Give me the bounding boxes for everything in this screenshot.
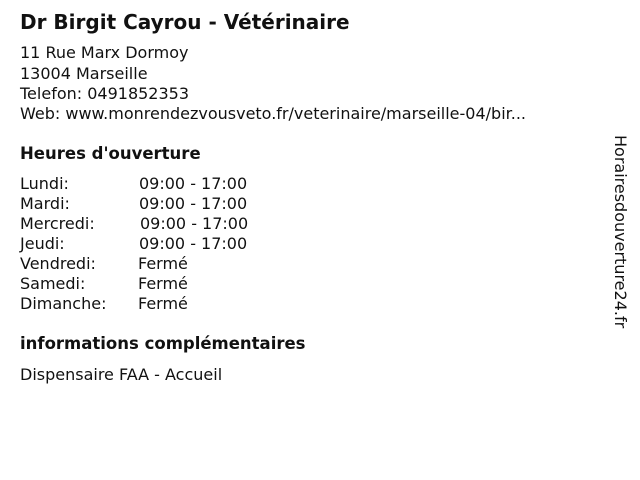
time-value: 09:00 - 17:00: [139, 174, 248, 193]
day-label: Samedi:: [20, 274, 86, 293]
hours-heading: Heures d'ouverture: [20, 144, 201, 163]
day-label: Jeudi:: [20, 234, 65, 253]
extra-info-heading: informations complémentaires: [20, 334, 306, 353]
site-brand: Horairesdouverture24.fr: [611, 135, 630, 329]
time-value: 09:00 - 17:00: [139, 194, 248, 213]
time-value: 09:00 - 17:00: [139, 234, 248, 253]
time-value: Fermé: [138, 274, 188, 293]
day-label: Lundi:: [20, 174, 69, 193]
day-label: Mardi:: [20, 194, 70, 213]
day-label: Vendredi:: [20, 254, 96, 273]
address-city: 13004 Marseille: [20, 64, 148, 83]
website-link[interactable]: Web: www.monrendezvousveto.fr/veterinaire/marseille-04/bir...: [20, 104, 526, 123]
business-title: Dr Birgit Cayrou - Vétérinaire: [20, 10, 350, 34]
time-value: Fermé: [138, 294, 188, 313]
address-street: 11 Rue Marx Dormoy: [20, 43, 189, 62]
time-value: 09:00 - 17:00: [140, 214, 249, 233]
day-label: Mercredi:: [20, 214, 95, 233]
day-label: Dimanche:: [20, 294, 107, 313]
extra-info-text: Dispensaire FAA - Accueil: [20, 365, 223, 384]
phone-number: Telefon: 0491852353: [20, 84, 190, 103]
time-value: Fermé: [138, 254, 188, 273]
